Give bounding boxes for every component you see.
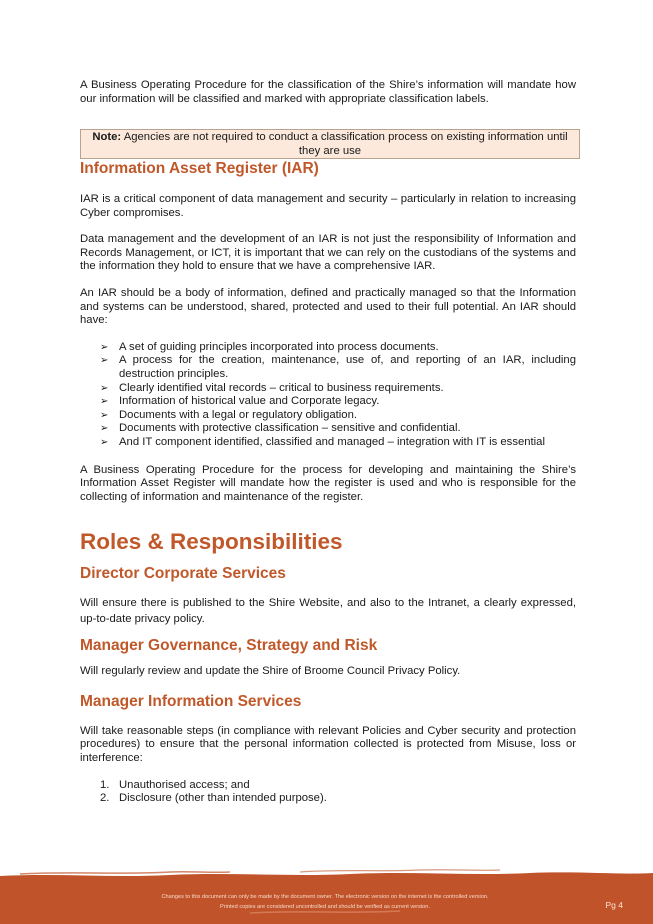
page-content	[80, 79, 576, 806]
list-item: ➢ Documents with protective classification – sensitive and confidential.	[100, 422, 461, 435]
page-footer	[0, 866, 653, 924]
iar-paragraph-2: Data management and the development of an IAR is not just the responsibility of Information and Records Management, or ICT, it is important that we can rely on the custodians of the systems and the information they hold to ensure that we have a comprehensive IAR.	[80, 233, 576, 273]
manager-info-heading: Manager Information Services	[80, 692, 302, 710]
manager-info-list	[80, 779, 576, 806]
iar-paragraph-1: IAR is a critical component of data management and security – particularly in relation to increasing Cyber compromises.	[80, 193, 576, 219]
iar-bullet-list	[80, 341, 576, 450]
list-item: ➢ And IT component identified, classified and managed – integration with IT is essential	[100, 435, 545, 448]
director-text: Will ensure there is published to the Shire Website, and also to the Intranet, a clearly expressed, up-to-date privacy policy.	[80, 597, 576, 626]
list-item: ➢ Documents with a legal or regulatory obligation.	[100, 408, 357, 421]
iar-heading: Information Asset Register (IAR)	[80, 160, 319, 177]
manager-governance-text: Will regularly review and update the Shire of Broome Council Privacy Policy.	[80, 665, 461, 678]
arrow-bullet-icon: ➢	[100, 382, 109, 394]
list-item: ➢ Information of historical value and Corporate legacy.	[100, 395, 380, 408]
list-item: ➢ Clearly identified vital records – critical to business requirements.	[100, 381, 444, 394]
roles-heading: Roles & Responsibilities	[80, 529, 343, 555]
list-item: ➢ A set of guiding principles incorporated into process documents.	[100, 340, 439, 353]
arrow-bullet-icon: ➢	[100, 341, 109, 353]
note-text: Agencies are not required to conduct a classification process on existing information until they are use	[121, 131, 568, 157]
arrow-bullet-icon: ➢	[100, 409, 109, 421]
footer-line-2: Printed copies are considered uncontrolled and should be verified as current version.	[220, 903, 430, 910]
manager-info-text: Will take reasonable steps (in compliance with relevant Policies and Cyber security and protection procedures) to ensure that the personal information collected is protected from Misuse, loss or interference:	[80, 724, 576, 765]
page-number: Pg 4	[605, 900, 623, 910]
iar-paragraph-3: An IAR should be a body of information, defined and practically managed so that the Information and systems can be understood, shared, protected and used to their full potential. An IAR should have:	[80, 286, 576, 327]
iar-paragraph-4: A Business Operating Procedure for the process for developing and maintaining the Shire’s Information Asset Register will mandate how the register is used and who is responsible for the collecting of information and maintenance of the register.	[80, 463, 576, 503]
footer-disclaimer	[90, 893, 560, 912]
arrow-bullet-icon: ➢	[100, 396, 109, 408]
list-item: 1. Unauthorised access; and	[100, 778, 250, 791]
director-heading: Director Corporate Services	[80, 565, 286, 583]
arrow-bullet-icon: ➢	[100, 436, 109, 448]
manager-governance-heading: Manager Governance, Strategy and Risk	[80, 637, 378, 655]
list-item: ➢ A process for the creation, maintenance, use of, and reporting of an IAR, including destruction principles.	[100, 354, 576, 380]
intro-paragraph: A Business Operating Procedure for the classification of the Shire’s information will mandate how our information will be classified and marked with appropriate classification labels.	[80, 79, 576, 105]
note-label: Note:	[92, 131, 122, 144]
footer-line-1: Changes to this document can only be made by the document owner. The electronic version on the internet is the controlled version.	[161, 894, 489, 900]
arrow-bullet-icon: ➢	[100, 355, 109, 367]
note-box	[80, 129, 580, 159]
list-item: 2. Disclosure (other than intended purpose).	[100, 792, 327, 805]
arrow-bullet-icon: ➢	[100, 423, 109, 435]
